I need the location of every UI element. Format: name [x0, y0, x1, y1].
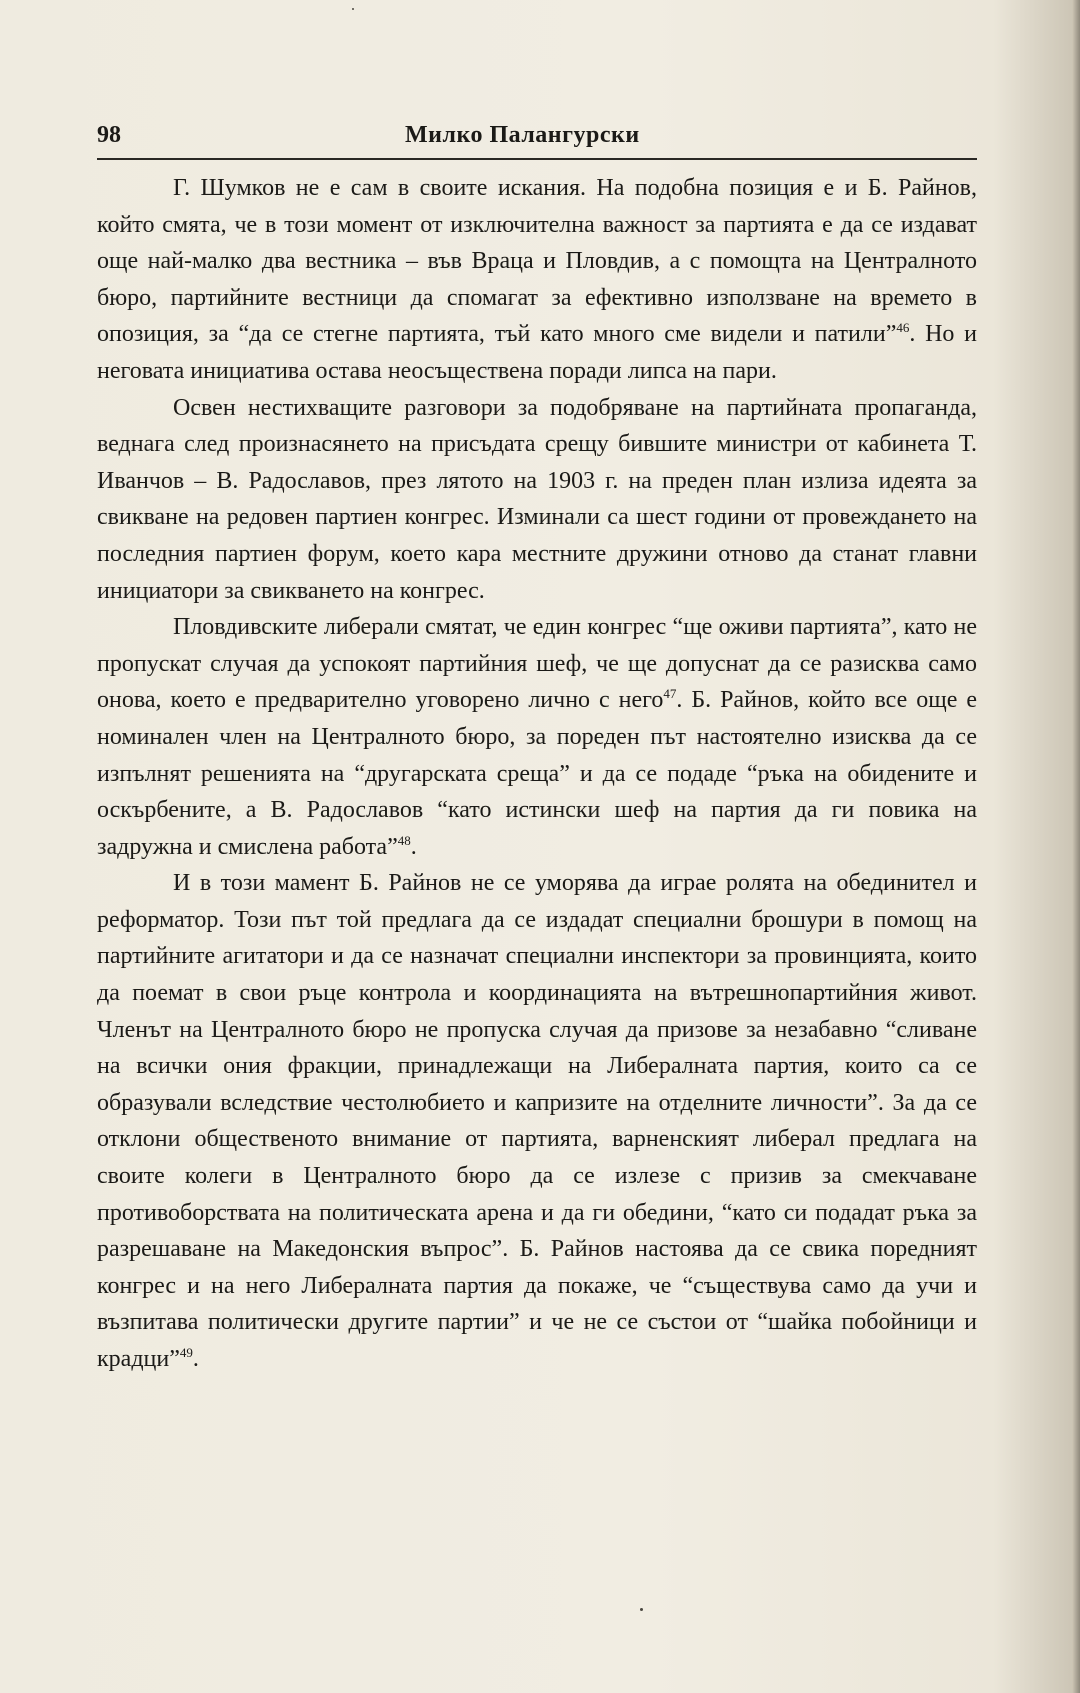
paragraph-tail: . Б. Райнов, който все още е номинален член на Централното бюро, за пореден път настоятелно изисква да се изпълнят решенията на “другарската среща” и да се подаде “ръка на обидените и оскърбените, а В. Радославов “като истински шеф на партия да ги повика на задружна и смислена работа”	[97, 687, 977, 860]
paragraph-text: Г. Шумков не е сам в своите искания. На подобна позиция е и Б. Райнов, който смята, че в този момент от изключителна важност за партията е да се издават още най-малко два вестника – във Враца и Пловдив, а с помощта на Централното бюро, партийните вестници да спомагат за ефективно използване на времето в опозиция, за “да се стегне партията, тъй като много сме видели и патили”	[97, 175, 977, 348]
paragraph-4	[97, 865, 977, 1377]
page-number: 98	[97, 122, 121, 148]
footnote-ref: 46	[896, 320, 910, 336]
paragraph-3	[97, 609, 977, 865]
footnote-ref: 48	[397, 832, 411, 848]
paragraph-2	[97, 390, 977, 610]
running-head-author: Милко Палангурски	[405, 122, 640, 148]
paragraph-tail: .	[192, 1346, 199, 1372]
paragraph-tail: . Но и неговата инициатива остава неосъществена поради липса на пари.	[97, 321, 977, 384]
paragraph-text: Освен нестихващите разговори за подобряване на партийната пропаганда, веднага след произнасянето на присъдата срещу бившите министри от кабинета Т. Иванчов – В. Радославов, през лятото на 1903 г. на преден план излиза идеята за свикване на редовен партиен конгрес. Изминали са шест години от провеждането на последния партиен форум, което кара местните дружини отново да станат главни инициатори за свикването на конгрес.	[97, 394, 977, 604]
paragraph-text: И в този мамент Б. Райнов не се уморява да играе ролята на обединител и реформатор. Този път той предлага да се издадат специални брошури в помощ на партийните агитатори и да се назначат специални инспектори за провинцията, които да поемат в свои ръце контрола и координацията на вътрешнопартийния живот. Членът на Централното бюро не пропуска случая да призове за незабавно “сливане на всички ония фракции, принадлежащи на Либералната партия, които са се образували вследствие честолюбието и капризите на отделните личности”. За да се отклони общественото внимание от партията, варненският либерал предлага на своите колеги в Централното бюро да се излезе с призив за смекчаване противоборствата на политическата арена и да ги обедини, “като си подадат ръка за разрешаване на Македонския въпрос”. Б. Райнов настоява да се свика поредният конгрес и на него Либералната партия да покаже, че “съществува само да учи и възпитава политически другите партии” и че не се състои от “шайка побойници и крадци”	[97, 870, 977, 1372]
header-rule	[97, 158, 977, 160]
paragraph-1	[97, 170, 977, 390]
paper-speck	[640, 1608, 643, 1611]
page-header	[97, 122, 977, 158]
page-edge-shadow	[1072, 0, 1080, 1693]
paragraph-tail: .	[410, 833, 417, 860]
footnote-ref: 47	[663, 686, 677, 702]
paper-speck	[352, 8, 354, 10]
footnote-ref: 49	[179, 1345, 193, 1360]
paragraph-text: Пловдивските либерали смятат, че един конгрес “ще оживи партията”, като не пропускат случая да успокоят партийния шеф, че ще допуснат да се разисква само онова, което е предварително уговорено лично с него	[97, 614, 977, 714]
body-text	[97, 170, 977, 1378]
